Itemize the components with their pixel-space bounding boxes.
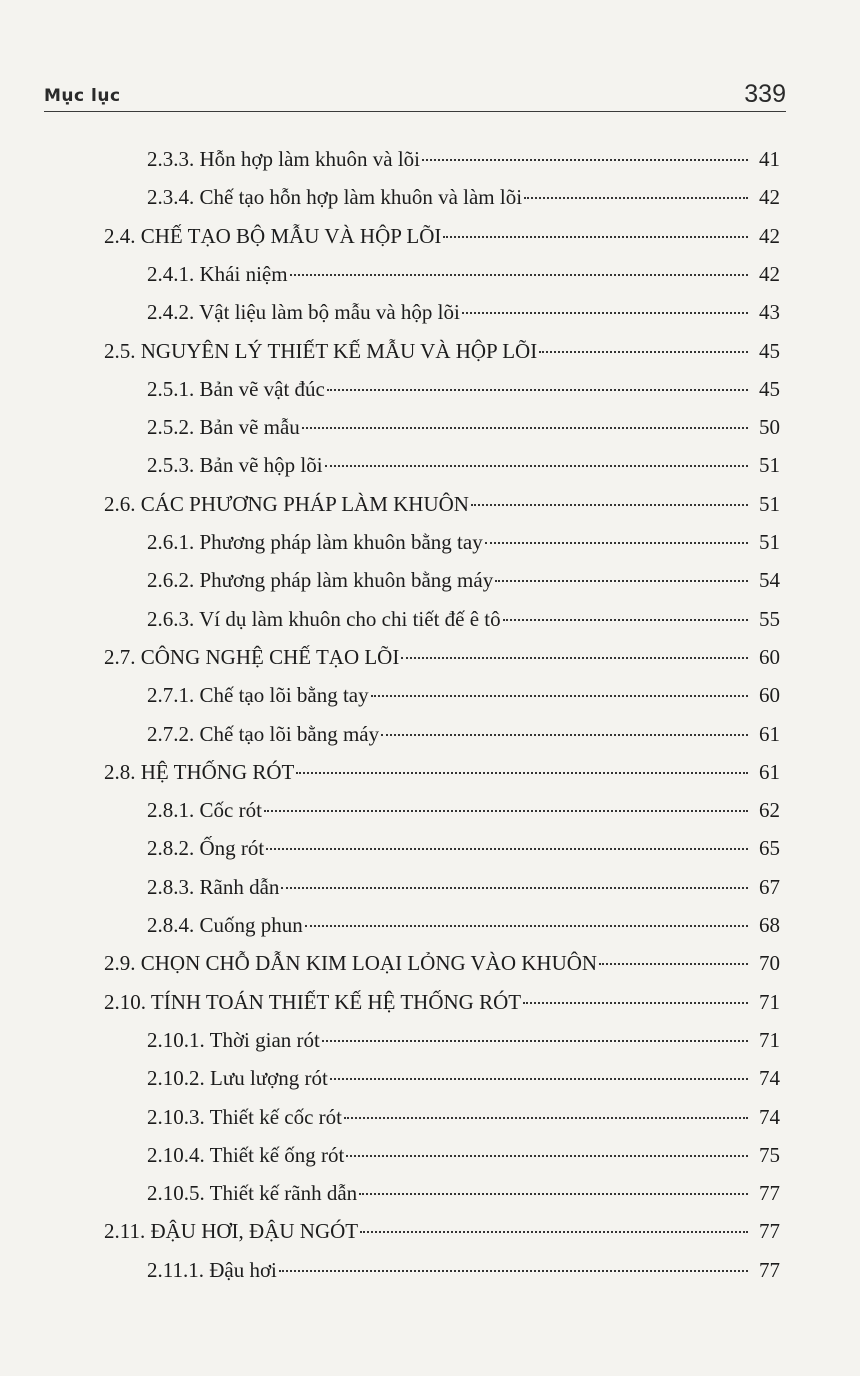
toc-entry-title: 2.8.1. Cốc rót [147, 798, 262, 823]
toc-entry [147, 410, 780, 444]
toc-entry [147, 1253, 780, 1287]
toc-dot-leader [302, 427, 748, 429]
toc-entry-page: 42 [759, 261, 780, 286]
toc-dot-leader [322, 1040, 748, 1042]
running-header [44, 80, 786, 112]
toc-entry-title: 2.7.1. Chế tạo lõi bằng tay [147, 683, 369, 708]
toc-entry-title: 2.10.4. Thiết kế ống rót [147, 1142, 345, 1167]
toc-entry-page: 61 [759, 721, 780, 746]
toc-dot-leader [539, 351, 748, 353]
toc-entry [104, 219, 780, 253]
toc-entry-page: 71 [759, 1027, 780, 1052]
toc-entry-title: 2.10.5. Thiết kế rãnh dẫn [147, 1181, 358, 1206]
toc-dot-leader [279, 1270, 748, 1272]
toc-entry [147, 448, 780, 482]
toc-dot-leader [330, 1078, 748, 1080]
toc-entry-title: 2.6. CÁC PHƯƠNG PHÁP LÀM KHUÔN [104, 491, 469, 516]
toc-dot-leader [264, 810, 748, 812]
toc-entry-page: 43 [759, 300, 780, 325]
toc-entry-title: 2.4.1. Khái niệm [147, 261, 288, 286]
toc-entry-title: 2.10.2. Lưu lượng rót [147, 1066, 328, 1091]
toc-entry-title: 2.5. NGUYÊN LÝ THIẾT KẾ MẪU VÀ HỘP LÕI [104, 338, 538, 363]
toc-entry-page: 42 [759, 185, 780, 210]
toc-entry-page: 41 [759, 147, 780, 171]
toc-entry [104, 755, 780, 789]
toc-dot-leader [495, 580, 748, 582]
toc-entry-page: 74 [759, 1066, 780, 1091]
toc-dot-leader [266, 848, 748, 850]
toc-dot-leader [344, 1117, 748, 1119]
toc-entry [147, 793, 780, 827]
toc-entry-title: 2.5.3. Bản vẽ hộp lõi [147, 453, 323, 478]
toc-entry-title: 2.10.1. Thời gian rót [147, 1027, 320, 1052]
toc-entry-title: 2.10.3. Thiết kế cốc rót [147, 1104, 342, 1129]
toc-entry-page: 75 [759, 1142, 780, 1167]
toc-entry [147, 372, 780, 406]
toc-dot-leader [381, 734, 748, 736]
toc-entry-page: 51 [759, 530, 780, 554]
toc-dot-leader [485, 542, 748, 544]
toc-dot-leader [401, 657, 748, 659]
toc-entry [104, 1214, 780, 1248]
toc-entry-title: 2.4.2. Vật liệu làm bộ mẫu và hộp lõi [147, 300, 460, 325]
toc-entry-title: 2.8.4. Cuống phun [147, 913, 303, 937]
toc-entry-title: 2.7.2. Chế tạo lõi bằng máy [147, 721, 380, 746]
toc-dot-leader [327, 389, 748, 391]
toc-entry-page: 65 [759, 836, 780, 861]
toc-entry-page: 77 [759, 1219, 780, 1244]
toc-entry-page: 77 [759, 1181, 780, 1206]
toc-entry [147, 525, 780, 559]
toc-entry-title: 2.4. CHẾ TẠO BỘ MẪU VÀ HỘP LÕI [104, 223, 442, 248]
toc-entry-page: 51 [759, 491, 780, 516]
toc-entry [147, 908, 780, 942]
toc-entry [147, 1061, 780, 1095]
toc-entry-page: 54 [759, 568, 780, 593]
toc-entry-page: 60 [759, 683, 780, 708]
toc-entry-title: 2.3.4. Chế tạo hỗn hợp làm khuôn và làm lõi [147, 185, 523, 210]
toc-dot-leader [524, 197, 748, 199]
toc-entry [147, 870, 780, 904]
toc-entry-page: 68 [759, 913, 780, 937]
page-number: 339 [744, 80, 786, 108]
toc-dot-leader [599, 963, 748, 965]
toc-entry-title: 2.6.2. Phương pháp làm khuôn bằng máy [147, 568, 494, 593]
toc-dot-leader [360, 1231, 748, 1233]
toc-entry-title: 2.11.1. Đậu hơi [147, 1257, 277, 1282]
toc-entry [104, 985, 780, 1019]
toc-entry [147, 602, 780, 636]
toc-entry-page: 60 [759, 644, 780, 669]
toc-dot-leader [422, 159, 748, 161]
toc-dot-leader [281, 887, 748, 889]
toc-dot-leader [523, 1002, 748, 1004]
toc-entry [147, 1138, 780, 1172]
toc-dot-leader [325, 465, 748, 467]
toc-dot-leader [346, 1155, 748, 1157]
toc-dot-leader [290, 274, 748, 276]
toc-dot-leader [296, 772, 748, 774]
toc-entry-title: 2.6.3. Ví dụ làm khuôn cho chi tiết đế ê tô [147, 606, 501, 631]
toc-entry [104, 946, 780, 980]
toc-entry-page: 77 [759, 1257, 780, 1282]
toc-entry-title: 2.8.3. Rãnh dẫn [147, 874, 280, 899]
toc-entry [147, 678, 780, 712]
toc-entry [104, 487, 780, 521]
toc-entry [147, 831, 780, 865]
toc-entry-title: 2.5.1. Bản vẽ vật đúc [147, 376, 325, 401]
toc-entry [147, 563, 780, 597]
toc-dot-leader [443, 236, 748, 238]
toc-entry-page: 45 [759, 338, 780, 363]
toc-entry [147, 1100, 780, 1134]
toc-dot-leader [305, 925, 748, 927]
section-label: Mục lục [44, 86, 121, 106]
toc-entry-title: 2.7. CÔNG NGHỆ CHẾ TẠO LÕI [104, 644, 400, 669]
toc-entry [147, 180, 780, 214]
toc-entry-page: 70 [759, 951, 780, 976]
toc-entry-page: 42 [759, 223, 780, 248]
toc-dot-leader [371, 695, 748, 697]
toc-entry [104, 334, 780, 368]
toc-entry [147, 717, 780, 751]
toc-entry [147, 295, 780, 329]
toc-entry-page: 67 [759, 874, 780, 899]
toc-entry-page: 50 [759, 415, 780, 440]
toc-entry [147, 142, 780, 176]
toc-entry-title: 2.8. HỆ THỐNG RÓT [104, 759, 295, 784]
toc-entry-title: 2.8.2. Ống rót [147, 836, 265, 861]
toc-entry [147, 1023, 780, 1057]
toc-entry-page: 62 [759, 798, 780, 823]
toc-entry [104, 640, 780, 674]
toc-entry-page: 45 [759, 376, 780, 401]
toc-entry-page: 61 [759, 759, 780, 784]
toc-entry-title: 2.11. ĐẬU HƠI, ĐẬU NGÓT [104, 1219, 359, 1244]
toc-entry [147, 257, 780, 291]
toc-dot-leader [503, 619, 748, 621]
toc-entry-title: 2.6.1. Phương pháp làm khuôn bằng tay [147, 530, 483, 554]
toc-entry [147, 1176, 780, 1210]
toc-dot-leader [471, 504, 748, 506]
header-rule [44, 111, 786, 112]
toc-entry-title: 2.5.2. Bản vẽ mẫu [147, 415, 300, 440]
toc-entry-page: 55 [759, 606, 780, 631]
toc-dot-leader [359, 1193, 748, 1195]
toc-entry-title: 2.9. CHỌN CHỖ DẪN KIM LOẠI LỎNG VÀO KHUÔN [104, 951, 598, 976]
toc-entry-title: 2.10. TÍNH TOÁN THIẾT KẾ HỆ THỐNG RÓT [104, 989, 522, 1014]
toc-entry-page: 74 [759, 1104, 780, 1129]
toc-entry-title: 2.3.3. Hỗn hợp làm khuôn và lõi [147, 147, 420, 171]
toc-entry-page: 71 [759, 989, 780, 1014]
toc-dot-leader [462, 312, 748, 314]
toc-entry-page: 51 [759, 453, 780, 478]
